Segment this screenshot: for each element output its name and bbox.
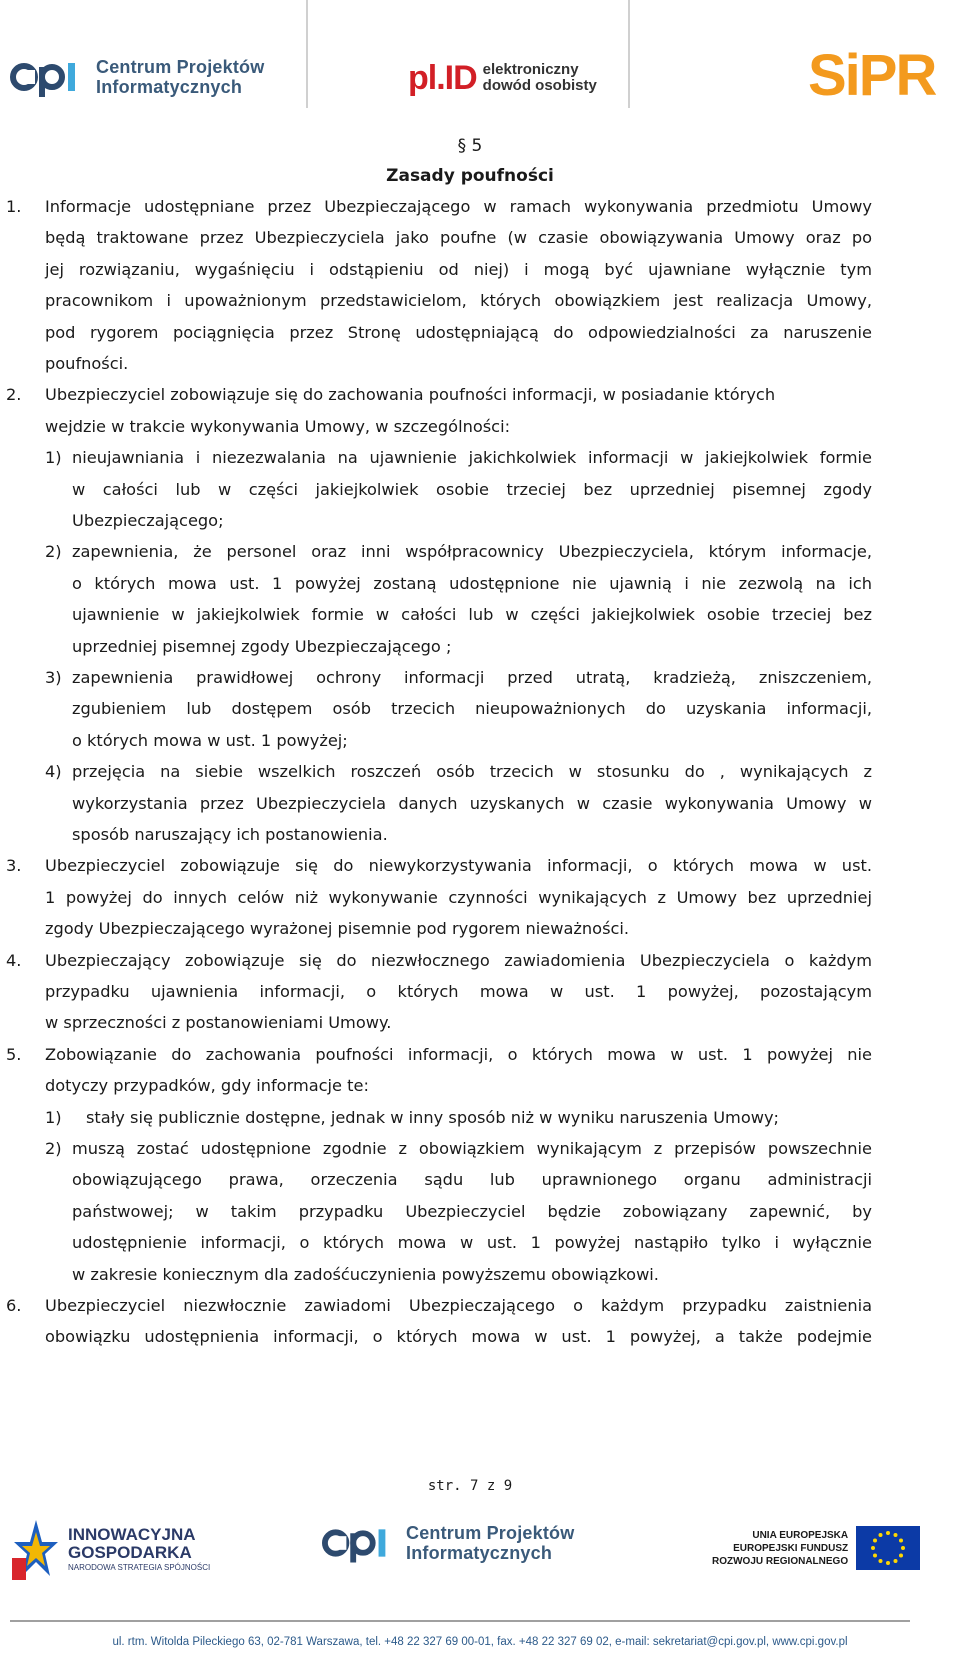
text-line: Informacje udostępniane przez Ubezpieczającego w ramach wykonywania przedmiotu Umowy: [45, 197, 872, 216]
text-line: o których mowa ust. 1 powyżej zostaną udostępnione nie ujawnią i nie zezwolą na ich: [72, 573, 872, 593]
text-line: Ubezpieczyciel niezwłocznie zawiadomi Ubezpieczającego o każdym przypadku zaistnienia: [45, 1296, 872, 1315]
plid-logo: [408, 56, 608, 100]
plid-line1: elektroniczny: [482, 61, 579, 78]
list-number: 1.: [6, 197, 22, 216]
text-line: o których mowa w ust. 1 powyżej;: [72, 730, 348, 750]
text-line: przypadku ujawnienia informacji, o których mowa w ust. 1 powyżej, pozostającym: [45, 982, 872, 1001]
footer-rule: [10, 1620, 910, 1622]
text-line: zgubieniem lub dostępem osób trzecich nieupoważnionych do uzyskania informacji,: [72, 699, 872, 719]
text-line: będą traktowane przez Ubezpieczyciela jako poufne (w czasie obowiązywania Umowy oraz po: [45, 228, 872, 248]
section-title: Zasady poufności: [386, 166, 554, 186]
list-number: 1): [45, 1107, 62, 1127]
list-number: 3): [45, 668, 62, 687]
list-number: 2): [45, 1139, 62, 1158]
text-line: wykorzystania przez Ubezpieczyciela danych uzyskanych w czasie wykonywania Umowy w: [72, 793, 872, 813]
footer-address: ul. rtm. Witolda Pileckiego 63, 02-781 Warszawa, tel. +48 22 327 69 00-01, fax. +48 22 327 69 02, e-mail: sekretariat@cpi.gov.pl, www.cpi.gov.pl: [112, 1636, 848, 1648]
list-number: 2): [45, 542, 62, 562]
cpi-logo-icon: [10, 55, 90, 99]
cpi-logo: [10, 52, 270, 102]
text-line: państwowej; w takim przypadku Ubezpieczyciel będzie zobowiązany zapewnić, by: [72, 1201, 872, 1221]
cpi-logo-line1: Centrum Projektów: [96, 57, 265, 77]
cpi-footer-line2: Informatycznych: [406, 1543, 553, 1563]
cpi-logo-line2: Informatycznych: [96, 77, 243, 97]
plid-line2: dowód osobisty: [482, 77, 597, 94]
eu-line2: EUROPEJSKI FUNDUSZ: [733, 1542, 849, 1554]
list-number: 6.: [6, 1296, 22, 1315]
text-line: zapewnienia prawidłowej ochrony informacji przed utratą, kradzieżą, zniszczeniem,: [72, 668, 872, 687]
text-line: uprzedniej pisemnej zgody Ubezpieczającego ;: [72, 636, 452, 656]
list-number: 3.: [6, 856, 22, 876]
list-number: 2.: [6, 385, 22, 405]
text-line: jej rozwiązaniu, wygaśnięciu i odstąpieniu od niej) i mogą być ujawniane wyłącznie tym: [45, 259, 872, 279]
text-line: Ubezpieczyciel zobowiązuje się do zachowania poufności informacji, w posiadanie których: [45, 385, 776, 405]
plid-mark: pl.ID: [408, 59, 477, 97]
text-line: w sprzeczności z postanowieniami Umowy.: [45, 1013, 392, 1033]
eu-logo: [712, 1518, 922, 1578]
list-number: 1): [45, 448, 62, 468]
ig-line1: INNOWACYJNA: [68, 1525, 196, 1544]
text-line: w całości lub w części jakiejkolwiek osobie trzeciej bez uprzedniej pisemnej zgody: [72, 479, 872, 499]
text-line: muszą zostać udostępnione zgodnie z obowiązkiem wynikającym z przepisów powszechnie: [72, 1139, 872, 1158]
text-line: Ubezpieczającego;: [72, 511, 224, 530]
text-line: zgody Ubezpieczającego wyrażonej pisemnie pod rygorem nieważności.: [45, 919, 630, 939]
ig-line2: GOSPODARKA: [68, 1543, 192, 1562]
sipr-logo: SiPR: [808, 43, 936, 108]
text-line: 1 powyżej do innych celów niż wykonywanie czynności wynikających z Umowy bez uprzedniej: [45, 887, 872, 907]
text-line: zapewnienia, że personel oraz inni współpracownicy Ubezpieczyciela, którym informacje,: [72, 542, 872, 562]
ig-star-icon: [12, 1518, 60, 1582]
text-line: Ubezpieczyciel zobowiązuje się do niewykorzystywania informacji, o których mowa w ust.: [45, 856, 872, 876]
eu-flag-icon: [856, 1526, 920, 1570]
text-line: udostępnienie informacji, o których mowa w ust. 1 powyżej nastąpiło tylko i wyłącznie: [72, 1233, 872, 1253]
text-line: obowiązku udostępnienia informacji, o których mowa w ust. 1 powyżej, a także podejmie: [45, 1327, 872, 1347]
list-number: 4.: [6, 950, 22, 970]
text-line: Ubezpieczający zobowiązuje się do niezwłocznego zawiadomienia Ubezpieczyciela o każdym: [45, 950, 872, 970]
list-number: 4): [45, 762, 62, 782]
text-line: nieujawniania i niezezwalania na ujawnienie jakichkolwiek informacji w jakiejkolwiek formie: [72, 448, 872, 468]
cpi-footer-logo-icon: [322, 1521, 400, 1565]
text-line: pod rygorem pociągnięcia przez Stronę udostępniającą do odpowiedzialności za naruszenie: [45, 322, 872, 342]
text-line: w zakresie koniecznym dla zadośćuczynienia powyższemu obowiązkowi.: [72, 1264, 659, 1284]
text-line: ujawnienie w jakiejkolwiek formie w całości lub w części jakiejkolwiek osobie trzeciej bez: [72, 605, 872, 625]
ig-line3: NARODOWA STRATEGIA SPÓJNOŚCI: [68, 1563, 211, 1572]
eu-line3: ROZWOJU REGIONALNEGO: [712, 1555, 849, 1567]
text-line: dotyczy przypadków, gdy informacje te:: [45, 1076, 369, 1096]
header-divider: [306, 0, 308, 108]
text-line: wejdzie w trakcie wykonywania Umowy, w szczególności:: [45, 416, 511, 436]
cpi-footer-line1: Centrum Projektów: [406, 1523, 575, 1543]
eu-line1: UNIA EUROPEJSKA: [752, 1529, 849, 1541]
text-line: stały się publicznie dostępne, jednak w inny sposób niż w wyniku naruszenia Umowy;: [86, 1107, 779, 1127]
section-symbol: § 5: [457, 136, 483, 156]
page-number: str. 7 z 9: [427, 1478, 513, 1494]
list-number: 5.: [6, 1044, 22, 1064]
footer-logos: [0, 1510, 960, 1610]
cpi-footer-logo: [322, 1518, 622, 1568]
header-divider: [628, 0, 630, 108]
text-line: obowiązującego prawa, orzeczenia sądu lub uprawnionego organu administracji: [72, 1170, 872, 1190]
text-line: sposób naruszający ich postanowienia.: [72, 825, 388, 844]
innowacyjna-gospodarka-logo: [12, 1510, 232, 1590]
page-header: [0, 0, 960, 115]
text-line: Zobowiązanie do zachowania poufności informacji, o których mowa w ust. 1 powyżej nie: [45, 1044, 872, 1064]
text-line: przejęcia na siebie wszelkich roszczeń osób trzecich w stosunku do , wynikających z: [72, 762, 872, 782]
text-line: pracownikom i upoważnionym przedstawicielom, których obowiązkiem jest realizacja Umowy,: [45, 291, 872, 311]
text-line: poufności.: [45, 354, 129, 373]
